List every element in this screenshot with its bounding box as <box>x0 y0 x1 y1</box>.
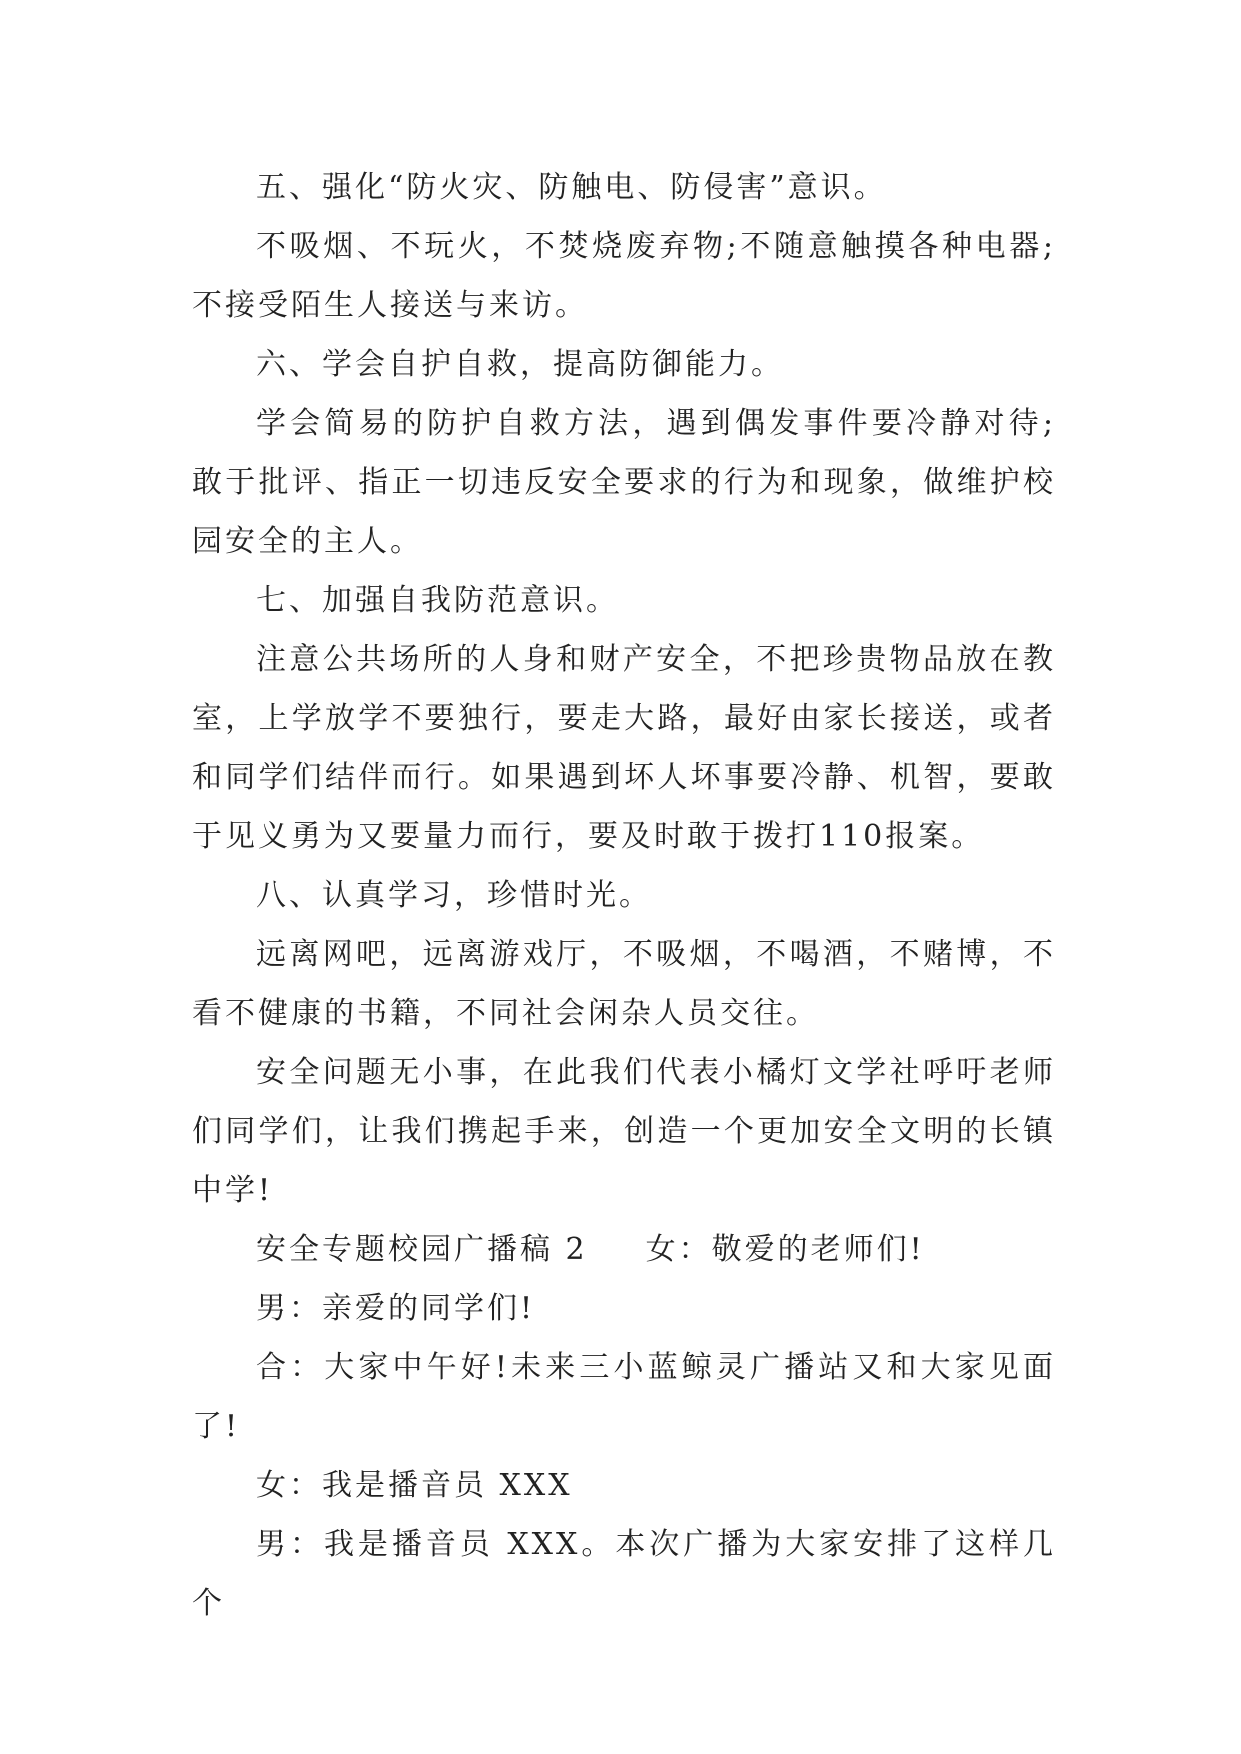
paragraph: 不吸烟、不玩火，不焚烧废弃物;不随意触摸各种电器;不接受陌生人接送与来访。 <box>192 229 1056 323</box>
section-heading-7: 七、加强自我防范意识。 <box>256 583 619 618</box>
document-body <box>192 158 1056 1633</box>
broadcast-title: 安全专题校园广播稿 2 <box>256 1232 588 1267</box>
paragraph: 注意公共场所的人身和财产安全，不把珍贵物品放在教室，上学放学不要独行，要走大路，最好由家长接送，或者和同学们结伴而行。如果遇到坏人坏事要冷静、机智，要敢于见义勇为又要量力而行，要及时敢于拨打110报案。 <box>192 642 1056 854</box>
dialogue-line: 男：我是播音员 XXX。本次广播为大家安排了这样几个 <box>192 1527 1056 1621</box>
dialogue-line: 女：敬爱的老师们! <box>645 1232 925 1267</box>
broadcast-heading-line <box>192 1220 1056 1279</box>
section-heading-6: 六、学会自护自救，提高防御能力。 <box>256 347 784 382</box>
dialogue-line: 女：我是播音员 XXX <box>256 1468 573 1503</box>
section-heading-8: 八、认真学习，珍惜时光。 <box>256 878 652 913</box>
dialogue-line: 男：亲爱的同学们! <box>256 1291 536 1326</box>
section-heading-5: 五、强化“防火灾、防触电、防侵害”意识。 <box>256 170 887 205</box>
paragraph: 学会简易的防护自救方法，遇到偶发事件要冷静对待;敢于批评、指正一切违反安全要求的行为和现象，做维护校园安全的主人。 <box>192 406 1056 559</box>
dialogue-line: 合：大家中午好!未来三小蓝鲸灵广播站又和大家见面了! <box>192 1350 1056 1444</box>
paragraph: 远离网吧，远离游戏厅，不吸烟，不喝酒，不赌博，不看不健康的书籍，不同社会闲杂人员交往。 <box>192 937 1056 1031</box>
paragraph: 安全问题无小事，在此我们代表小橘灯文学社呼吁老师们同学们，让我们携起手来，创造一个更加安全文明的长镇中学! <box>192 1055 1056 1208</box>
